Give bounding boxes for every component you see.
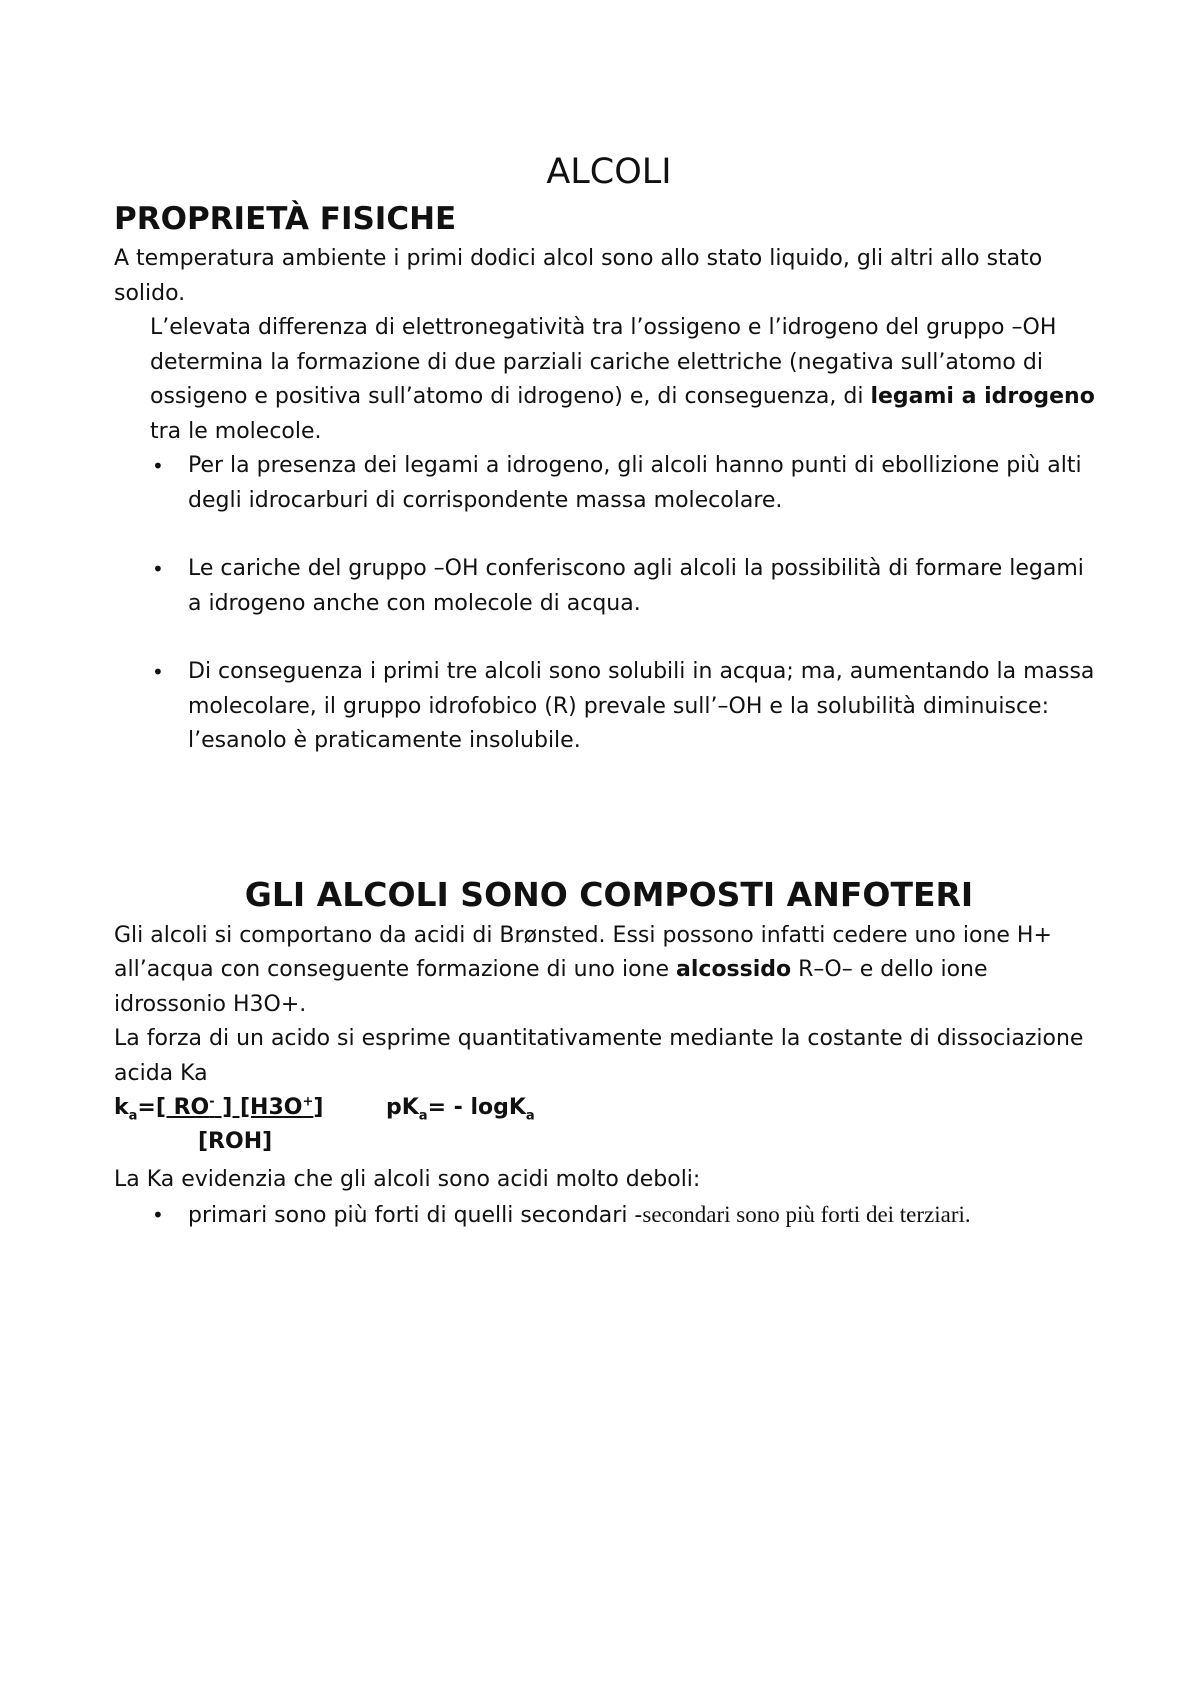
bold-term-legami-idrogeno: legami a idrogeno — [870, 384, 1095, 409]
list-item-text: Di conseguenza i primi tre alcoli sono solubili in acqua; ma, aumentando la massa molecolare, il gruppo idrofobico (R) prevale sull’–OH e la solubilità diminuisce: l’esanolo è praticamente insolubile. — [188, 659, 1095, 753]
electronegativity-paragraph — [114, 311, 1104, 449]
acid-strength-paragraph: La forza di un acido si esprime quantitativamente mediante la costante di dissociazione acida Ka — [114, 1026, 1084, 1086]
bullet-icon: • — [152, 660, 164, 684]
list-item — [114, 1198, 1104, 1234]
ka-weak-acids-paragraph: La Ka evidenzia che gli alcoli sono acidi molto deboli: — [114, 1167, 701, 1192]
intro-paragraph: A temperatura ambiente i primi dodici alcol sono allo stato liquido, gli altri allo stato solido. — [114, 246, 1043, 306]
section-heading-proprieta-fisiche: PROPRIETÀ FISICHE — [114, 201, 457, 237]
ka-formula — [114, 1091, 1104, 1163]
section-heading-composti-anfoteri: GLI ALCOLI SONO COMPOSTI ANFOTERI — [244, 874, 974, 914]
properties-bullet-list — [114, 449, 1104, 759]
ka-denominator: [ROH] — [198, 1129, 273, 1154]
list-item-text: Le cariche del gruppo –OH conferiscono agli alcoli la possibilità di formare legami a idrogeno anche con molecole di acqua. — [188, 556, 1084, 616]
paragraph-text: R–O– e dello ione idrossonio H3O+. — [114, 957, 988, 1017]
document-title: ALCOLI — [546, 152, 672, 192]
bullet-icon: • — [152, 454, 164, 478]
list-item — [114, 449, 1104, 518]
list-item-text: Per la presenza dei legami a idrogeno, gli alcoli hanno punti di ebollizione più alti degli idrocarburi di corrispondente massa molecolare. — [188, 453, 1082, 513]
list-item — [114, 552, 1104, 621]
document-content — [114, 148, 1104, 1233]
list-item — [114, 655, 1104, 759]
pka-expression: $pK_a= - \log K_a$ — [386, 1095, 535, 1124]
list-item-text-serif: secondari sono più forti dei terziari. — [642, 1201, 971, 1227]
paragraph-text: Gli alcoli si comportano da acidi di Brønsted. Essi possono infatti cedere uno ione H+ all’acqua con conseguente formazione di uno ione — [114, 922, 1052, 982]
bronsted-paragraph — [114, 919, 1104, 1023]
ka-expression: $k_a=$[ RO- ] [H3O+] — [114, 1094, 324, 1124]
paragraph-text: L’elevata differenza di elettronegatività tra l’ossigeno e l’idrogeno del gruppo –OH determina la formazione di due parziali cariche elettriche (negativa sull’atomo di ossigeno e positiva sull’atomo di idrogeno) e, di conseguenza, di — [150, 315, 1057, 409]
bold-term-alcossido: alcossido — [676, 957, 792, 982]
list-item-text: primari sono più forti di quelli secondari - — [188, 1202, 643, 1228]
section-spacer — [114, 759, 1104, 871]
acidity-bullet-list — [114, 1198, 1104, 1234]
bullet-icon: • — [152, 557, 164, 581]
bullet-icon: • — [152, 1202, 164, 1227]
ka-numerator: [ RO- ] [H3O+] — [155, 1094, 324, 1120]
paragraph-text: tra le molecole. — [150, 418, 322, 444]
